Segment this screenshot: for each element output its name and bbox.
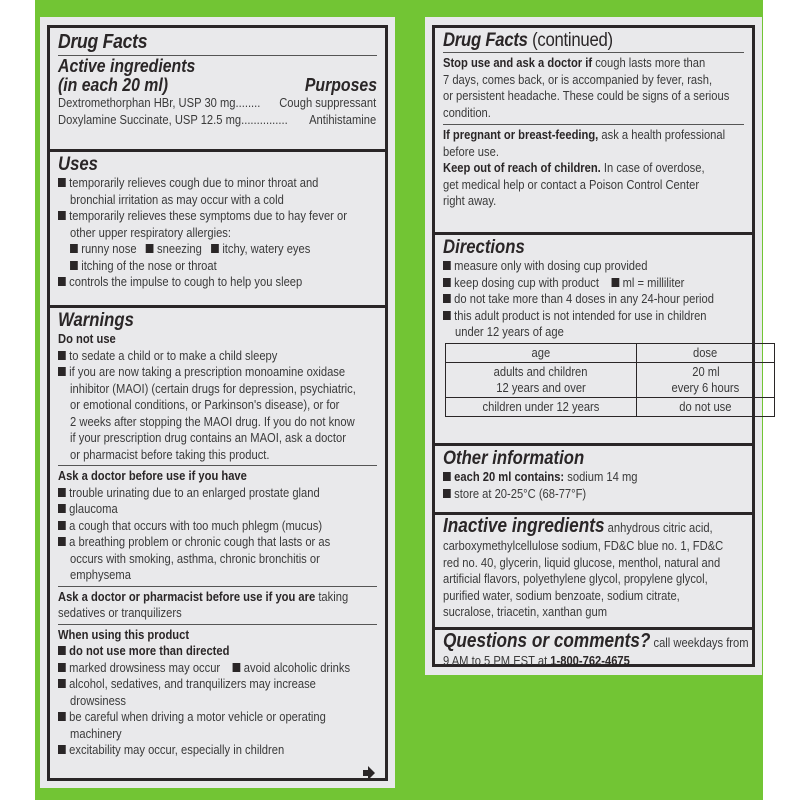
ingredient-row: Doxylamine Succinate, USP 12.5 mg............... Antihistamine [58, 111, 377, 127]
active-ingredients-subheading: (in each 20 ml) [58, 75, 169, 95]
warnings-heading: Warnings [58, 310, 134, 331]
phone-number: 1-800-762-4675 [550, 653, 630, 668]
ingredient-row: Dextromethorphan HBr, USP 30 mg........ Cough suppressant [58, 95, 377, 110]
bullet-icon [58, 211, 66, 220]
list-item: temporarily relieves cough due to minor throat and [58, 175, 332, 192]
list-item: store at 20-25°C (68-77°F) [443, 486, 702, 503]
warnings-section: Warnings Do not use to sedate a child or to make a child sleepy if you are now taking a prescription monoamine oxidase inhibitor (MAOI) (certain drugs for depression, psychiatric, or emotional conditions, or Parkinson's disease), or for 2 weeks after stopping the MAOI drug. If you do not know if your prescription drug contains an MAOI, ask a doctor or pharmacist before taking this product. Ask a doctor before use if you have trouble urinating due to an enlarged prostate gland glaucoma a cough that occurs with too much phlegm (mucus) a breathing problem or chronic cough that lasts or as occurs with smoking, asthma, chronic bronchitis or emphysema Ask a doctor or pharmacist before use if you are taking sedatives or tranquilizers When using this product do not use more than directed marked drowsiness may occur avoid alcoholic drinks alcohol, sedatives, and tranquilizers may increase drowsiness be careful when driving a motor vehicle or operating machinery excitability may occur, especially in children [50, 308, 385, 788]
questions-section: Questions or comments? call weekdays from 9 AM to 5 PM EST at 1-800-762-4675 [443, 630, 749, 668]
bullet-icon [70, 244, 78, 253]
list-item: glaucoma [58, 501, 332, 518]
uses-heading: Uses [58, 154, 98, 175]
list-item: a breathing problem or chronic cough that lasts or as [58, 534, 332, 551]
bullet-icon [70, 261, 78, 270]
do-not-use-label: Do not use [58, 331, 116, 346]
ask-doctor-subsection: Ask a doctor before use if you have trouble urinating due to an enlarged prostate gland glaucoma a cough that occurs with too much phlegm (mucus) a breathing problem or chronic cough that lasts or as occurs with smoking, asthma, chronic bronchitis or emphysema [58, 465, 377, 584]
continued-section: Drug Facts (continued) Stop use and ask a doctor if cough lasts more than 7 days, comes back, or is accompanied by fever, rash, or persistent headache. These could be signs of a serious condition. If pregnant or breast-feeding, ask a health professional before use. Keep out of reach of children. In case of overdose, get medical help or contact a Poison Control Center right away. [435, 28, 752, 235]
active-ingredients-heading: Active ingredients [58, 56, 196, 76]
bullet-icon [443, 294, 451, 303]
bullet-icon [58, 504, 66, 513]
bullet-icon [58, 745, 66, 754]
when-using-subsection: When using this product do not use more than directed marked drowsiness may occur avoid alcoholic drinks alcohol, sedatives, and tranquilizers may increase drowsiness be careful when driving a motor vehicle or operating machinery excitability may occur, especially in children [58, 624, 377, 759]
other-information-section [435, 446, 752, 515]
bullet-icon [58, 521, 66, 530]
list-item: excitability may occur, especially in children [58, 742, 332, 759]
bullet-icon [58, 646, 66, 655]
symptom-list: runny nose sneezing itchy, watery eyes [58, 241, 332, 258]
bullet-icon [611, 278, 619, 287]
list-item: keep dosing cup with product ml = milliliter [443, 275, 702, 292]
table-header-row: age dose [446, 343, 775, 362]
inactive-ingredients-section: Inactive ingredients anhydrous citric acid, carboxymethylcellulose sodium, FD&C blue no. 1, FD&C red no. 40, glycerin, liquid glucose, menthol, natural and artificial flavors, polyethylene glycol, propylene glycol, purified water, sodium benzoate, sodium citrate, sucralose, triacetin, xanthan gum [435, 515, 752, 630]
ask-pharmacist-subsection: Ask a doctor or pharmacist before use if you are taking sedatives or tranquilizers [58, 586, 377, 622]
table-row: adults and children 12 years and over 20 ml every 6 hours [446, 362, 775, 397]
list-item: controls the impulse to cough to help you sleep [58, 274, 332, 291]
uses-section: Uses temporarily relieves cough due to minor throat and bronchial irritation as may occur with a cold temporarily relieves these symptoms due to hay fever or other upper respiratory allergies: runny nose sneezing itchy, watery eyes itching of the nose or throat controls the impulse to cough to help you sleep [50, 152, 385, 308]
bullet-icon [58, 277, 66, 286]
list-item: do not use more than directed [58, 643, 332, 660]
bullet-icon [233, 663, 241, 672]
drug-facts-title: Drug Facts [58, 31, 148, 53]
list-item: measure only with dosing cup provided [443, 258, 702, 275]
active-ingredients-section [50, 28, 385, 152]
bullet-icon [443, 261, 451, 270]
bullet-icon [58, 537, 66, 546]
when-using-label: When using this product [58, 626, 190, 642]
bullet-icon [443, 489, 451, 498]
list-item: to sedate a child or to make a child sleepy [58, 348, 332, 365]
bullet-icon [58, 488, 66, 497]
bullet-icon [443, 472, 451, 481]
directions-section: Directions measure only with dosing cup provided keep dosing cup with product ml = milliliter do not take more than 4 doses in any 24-hour period this adult product is not intended for use in children under 12 years of age age dose adults and children 12 years and over 20 ml every 6 hours children under 12 years do not use [435, 235, 752, 446]
bullet-icon [58, 679, 66, 688]
list-item: alcohol, sedatives, and tranquilizers may increase [58, 676, 332, 693]
other-information-heading: Other information [443, 448, 585, 469]
keep-out-warning: Keep out of reach of children. In case of overdose, [443, 160, 705, 175]
continue-arrow-icon [363, 766, 375, 780]
list-item: itching of the nose or throat [58, 258, 332, 275]
list-item: marked drowsiness may occur avoid alcoholic drinks [58, 660, 332, 677]
questions-heading: Questions or comments? [443, 630, 651, 652]
bullet-icon [443, 311, 451, 320]
bullet-icon [58, 178, 66, 187]
list-item: this adult product is not intended for use in children [443, 308, 702, 325]
bullet-icon [146, 244, 154, 253]
bullet-icon [211, 244, 219, 253]
bullet-icon [58, 351, 66, 360]
bullet-icon [58, 367, 66, 376]
list-item: if you are now taking a prescription monoamine oxidase [58, 364, 332, 381]
dosage-table [445, 343, 775, 417]
list-item: a cough that occurs with too much phlegm (mucus) [58, 518, 332, 535]
list-item: each 20 ml contains: sodium 14 mg [443, 469, 702, 486]
drug-facts-box-left [47, 25, 388, 781]
drug-facts-continued-title: Drug Facts [443, 30, 528, 51]
ask-doctor-label: Ask a doctor before use if you have [58, 468, 247, 483]
bullet-icon [58, 663, 66, 672]
list-item: temporarily relieves these symptoms due to hay fever or [58, 208, 332, 225]
inactive-ingredients-heading: Inactive ingredients [443, 515, 605, 537]
table-row: children under 12 years do not use [446, 397, 775, 416]
list-item: trouble urinating due to an enlarged prostate gland [58, 485, 332, 502]
bullet-icon [443, 278, 451, 287]
directions-heading: Directions [443, 237, 525, 258]
bullet-icon [58, 712, 66, 721]
drug-facts-box-right [432, 25, 755, 667]
pregnant-warning: If pregnant or breast-feeding, ask a health professional [443, 127, 726, 142]
purposes-heading: Purposes [304, 75, 377, 95]
list-item: be careful when driving a motor vehicle or operating [58, 709, 332, 726]
list-item: do not take more than 4 doses in any 24-hour period [443, 291, 702, 308]
